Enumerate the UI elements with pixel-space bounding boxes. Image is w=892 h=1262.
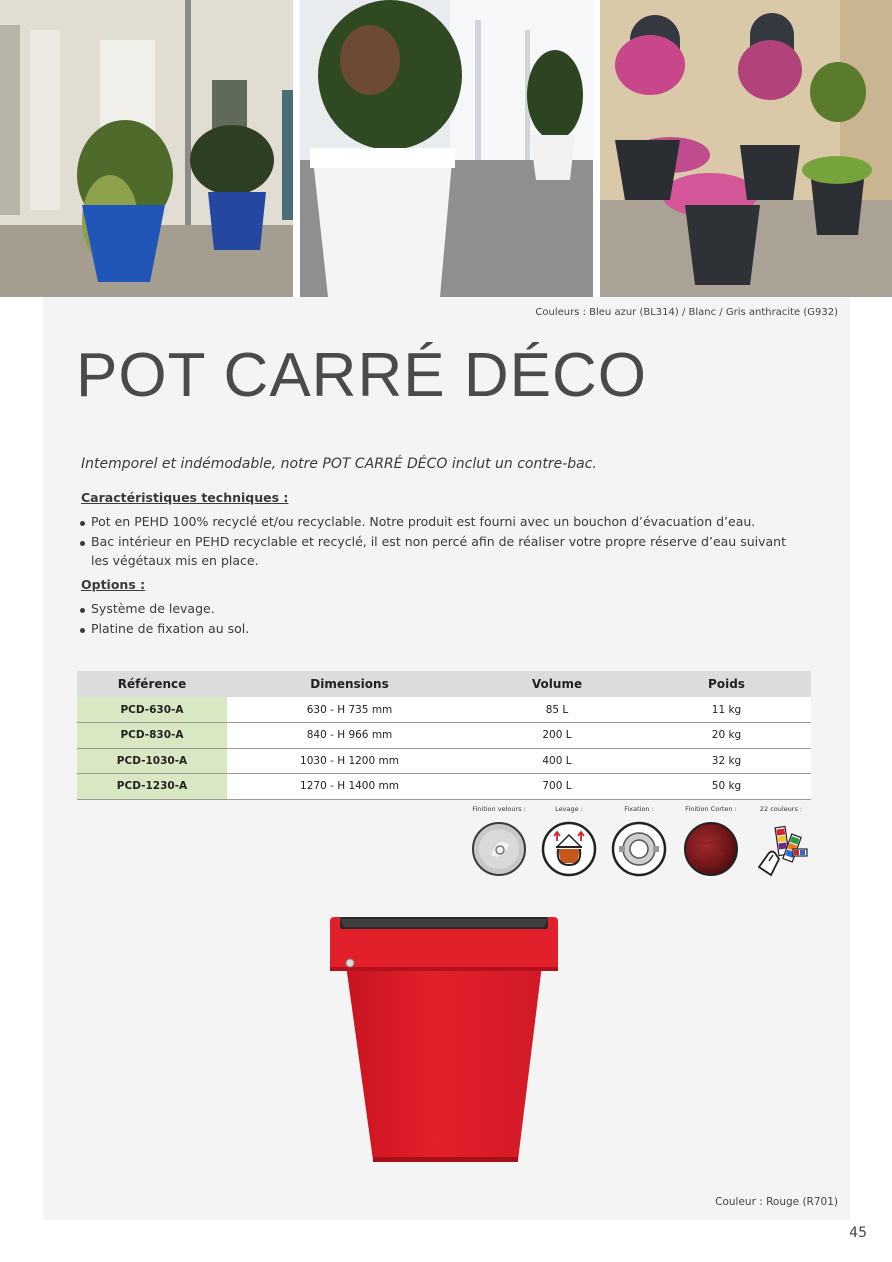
table-row [77, 748, 811, 774]
cell-reference: PCD-1030-A [77, 748, 227, 774]
characteristics-item: Bac intérieur en PEHD recyclable et recyclé, il est non percé afin de réaliser votre propre réserve d’eau suivant les végétaux mis en place. [80, 532, 800, 571]
feature-icons [466, 805, 816, 885]
cell-volume: 400 L [472, 748, 642, 774]
feature-label: 22 couleurs : [759, 805, 803, 813]
options-item: Platine de fixation au sol. [80, 619, 800, 639]
pot-color-caption: Couleur : Rouge (R701) [715, 1196, 838, 1208]
header-dimensions: Dimensions [227, 671, 472, 697]
cell-dimensions: 1030 - H 1200 mm [227, 748, 472, 774]
feature-corten-finish [678, 805, 744, 877]
product-intro: Intemporel et indémodable, notre POT CARRÉ DÉCO inclut un contre-bac. [81, 456, 597, 472]
cell-volume: 200 L [472, 723, 642, 749]
photo-blue-pots [0, 0, 293, 297]
options-item: Système de levage. [80, 599, 800, 619]
photo-strip [0, 0, 892, 297]
cell-weight: 11 kg [642, 697, 811, 723]
cell-volume: 85 L [472, 697, 642, 723]
table-row [77, 697, 811, 723]
feature-label: Levage : [555, 805, 583, 813]
cell-weight: 32 kg [642, 748, 811, 774]
cell-weight: 50 kg [642, 774, 811, 800]
cell-reference: PCD-830-A [77, 723, 227, 749]
velvet-finish-icon [471, 821, 527, 877]
feature-label: Finition velours : [472, 805, 526, 813]
cell-weight: 20 kg [642, 723, 811, 749]
photo-white-pots [300, 0, 593, 297]
header-volume: Volume [472, 671, 642, 697]
options-title: Options : [81, 577, 146, 592]
feature-fixation [606, 805, 672, 877]
characteristics-title: Caractéristiques techniques : [81, 490, 289, 505]
specs-table [77, 671, 811, 800]
color-swatch-icon [751, 821, 811, 881]
cell-dimensions: 630 - H 735 mm [227, 697, 472, 723]
page-number: 45 [849, 1225, 867, 1241]
cell-volume: 700 L [472, 774, 642, 800]
feature-lifting [536, 805, 602, 877]
feature-label: Fixation : [624, 805, 654, 813]
corten-finish-icon [683, 821, 739, 877]
cell-reference: PCD-1230-A [77, 774, 227, 800]
options-list [80, 599, 800, 638]
table-row [77, 723, 811, 749]
characteristics-item: Pot en PEHD 100% recyclé et/ou recyclable. Notre produit est fourni avec un bouchon d’évacuation d’eau. [80, 512, 800, 532]
header-weight: Poids [642, 671, 811, 697]
red-pot-image [318, 905, 570, 1170]
header-reference: Référence [77, 671, 227, 697]
photo-anthracite-pots [600, 0, 892, 297]
feature-label: Finition Corten : [685, 805, 737, 813]
cell-dimensions: 840 - H 966 mm [227, 723, 472, 749]
cell-dimensions: 1270 - H 1400 mm [227, 774, 472, 800]
lifting-icon [541, 821, 597, 877]
characteristics-list [80, 512, 800, 571]
cell-reference: PCD-630-A [77, 697, 227, 723]
product-title: POT CARRÉ DÉCO [76, 341, 647, 410]
photo-colors-caption: Couleurs : Bleu azur (BL314) / Blanc / Gris anthracite (G932) [535, 307, 838, 318]
feature-22-colors [748, 805, 814, 881]
fixation-icon [611, 821, 667, 877]
feature-velvet-finish [466, 805, 532, 877]
table-row [77, 774, 811, 800]
table-header-row [77, 671, 811, 697]
